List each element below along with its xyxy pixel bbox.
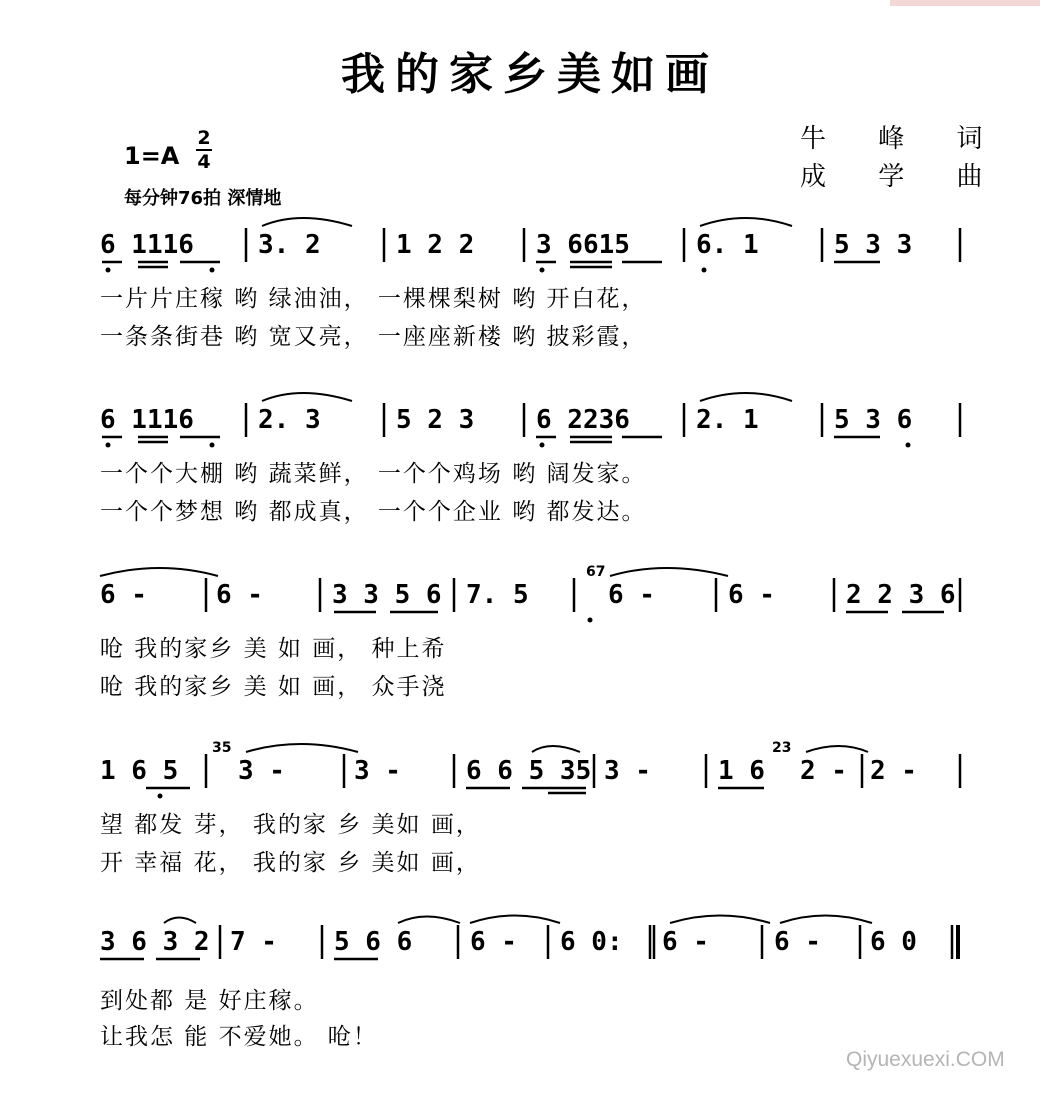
system-2-measure-4: 6 2236 <box>536 405 630 435</box>
system-4-measure-1: 1 6 5 <box>100 756 179 786</box>
grace-notes-23: 23 <box>772 740 792 756</box>
key-signature: 1=A <box>124 142 180 170</box>
system-1-measure-1: 6 1116 <box>100 230 194 260</box>
system-3-measure-2: 6 - <box>216 580 263 610</box>
system-2-measure-3: 5 2 3 <box>396 405 475 435</box>
grace-notes-67: 67 <box>586 564 606 580</box>
system-1-measure-3: 1 2 2 <box>396 230 475 260</box>
system-1-lyric-verse-1: 一片片庄稼 哟 绿油油， 一棵棵梨树 哟 开白花， <box>100 286 647 312</box>
meter-bottom: 4 <box>197 151 211 173</box>
system-3-measure-3: 3 3 5 6 <box>332 580 442 610</box>
system-4-lyric-verse-1: 望 都发 芽， 我的家 乡 美如 画， <box>100 812 481 838</box>
system-3-lyric-verse-2: 呛 我的家乡 美 如 画， 众手浇 <box>100 674 447 700</box>
system-4-measure-8: 2 - <box>870 756 917 786</box>
system-5-measure-3: 5 6 6 <box>334 927 413 957</box>
system-2-lyric-verse-2: 一个个梦想 哟 都成真， 一个个企业 哟 都发达。 <box>100 499 647 525</box>
system-5-measure-2: 7 - <box>230 927 277 957</box>
system-5-measure-6: 6 - <box>662 927 709 957</box>
tempo-marking: 每分钟76拍 深情地 <box>124 188 282 209</box>
system-5-measure-8: 6 0 <box>870 927 917 957</box>
system-2-lyric-verse-1: 一个个大棚 哟 蔬菜鲜， 一个个鸡场 哟 阔发家。 <box>100 461 647 487</box>
system-1-lyric-verse-2: 一条条街巷 哟 宽又亮， 一座座新楼 哟 披彩霞， <box>100 324 647 350</box>
system-4-measure-5: 3 - <box>604 756 651 786</box>
system-3-measure-4: 7. 5 <box>466 580 529 610</box>
system-4-measure-3: 3 - <box>354 756 401 786</box>
system-5-measure-1: 3 6 3 2 <box>100 927 210 957</box>
system-5-measure-7: 6 - <box>774 927 821 957</box>
system-3-lyric-verse-1: 呛 我的家乡 美 如 画， 种上希 <box>100 636 447 662</box>
system-4-measure-4: 6 6 5 35 <box>466 756 592 786</box>
grace-notes-35: 35 <box>212 740 232 756</box>
system-1-measure-2: 3. 2 <box>258 230 321 260</box>
system-3-measure-7: 2 2 3 6 <box>846 580 956 610</box>
system-4-measure-2: 3 - <box>238 756 285 786</box>
lyricist-credit: 牛 峰 词 <box>800 124 1005 154</box>
song-title: 我的家乡美如画 <box>341 49 719 100</box>
system-1-measure-5: 6. 1 <box>696 230 759 260</box>
system-2-measure-2: 2. 3 <box>258 405 321 435</box>
system-5-lyric-verse-1: 到处都 是 好庄稼。 <box>100 988 319 1014</box>
system-5-measure-5: 6 0: <box>560 927 623 957</box>
system-5-measure-4: 6 - <box>470 927 517 957</box>
system-4-measure-7: 2 - <box>800 756 847 786</box>
system-3-measure-6: 6 - <box>728 580 775 610</box>
system-3-measure-1: 6 - <box>100 580 147 610</box>
site-watermark: Qiyuexuexi.COM <box>846 1048 1005 1071</box>
system-1-measure-4: 3 6615 <box>536 230 630 260</box>
system-1-measure-6: 5 3 3 <box>834 230 913 260</box>
meter-top: 2 <box>197 127 211 149</box>
system-4-lyric-verse-2: 开 幸福 花， 我的家 乡 美如 画， <box>100 850 481 876</box>
system-2-measure-6: 5 3 6 <box>834 405 913 435</box>
system-3-measure-5: 6 - <box>608 580 655 610</box>
system-4-measure-6: 1 6 <box>718 756 765 786</box>
composer-credit: 成 学 曲 <box>800 162 1005 192</box>
system-5-lyric-verse-2: 让我怎 能 不爱她。 呛！ <box>100 1024 378 1050</box>
system-2-measure-5: 2. 1 <box>696 405 759 435</box>
system-2-measure-1: 6 1116 <box>100 405 194 435</box>
